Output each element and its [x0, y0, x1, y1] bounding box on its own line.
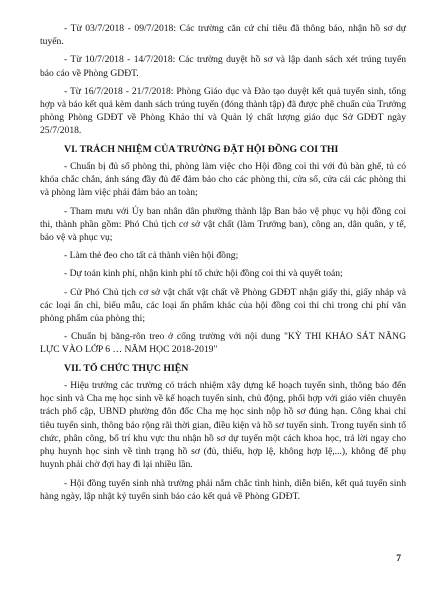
section-7-paragraph-2: - Hội đồng tuyển sinh nhà trường phải nắm chắc tình hình, diễn biến, kết quả tuyển sinh hàng ngày, lập nhật ký tuyển sinh báo cáo kết quả về Phòng GDĐT.: [40, 477, 406, 502]
section-6-paragraph-6: - Chuẩn bị băng-rôn treo ở cổng trường với nội dung "KỲ THI KHẢO SÁT NĂNG LỰC VÀO LỚP 6 … NĂM HỌC 2018-2019": [40, 331, 406, 356]
section-6-paragraph-4: - Dự toán kinh phí, nhận kinh phí tổ chức hội đồng coi thi và quyết toán;: [64, 268, 343, 280]
section-6-paragraph-2: - Tham mưu với Ủy ban nhân dân phường thành lập Ban bảo vệ phục vụ hội đồng coi thi, thành phần gồm: Phó Chủ tịch cơ sở vật chất (làm Trưởng ban), công an, dân quân, y tế, bảo vệ và phục vụ;: [40, 205, 406, 244]
paragraph-schedule-1: - Từ 03/7/2018 - 09/7/2018: Các trường căn cứ chỉ tiêu đã thông báo, nhận hồ sơ dự tuyển.: [40, 23, 406, 48]
paragraph-schedule-2: - Từ 10/7/2018 - 14/7/2018: Các trường duyệt hồ sơ và lập danh sách xét trúng tuyển báo cáo về Phòng GDĐT.: [40, 54, 406, 79]
paragraph-schedule-3: - Từ 16/7/2018 - 21/7/2018: Phòng Giáo dục và Đào tạo duyệt kết quả tuyển sinh, tổng hợp và báo kết quả kèm danh sách trúng tuyển (đóng thành tập) đã được phê chuẩn của Trưởng phòng Phòng GDĐT về Phòng Khảo thí và Quản lý chất lượng giáo dục Sở GDĐT ngày 25/7/2018.: [40, 85, 406, 137]
page-number: 7: [396, 553, 401, 564]
section-6-paragraph-3: - Làm thẻ đeo cho tất cả thành viên hội đồng;: [64, 250, 239, 262]
section-6-heading: VI. TRÁCH NHIỆM CỦA TRƯỜNG ĐẶT HỘI ĐỒNG COI THI: [64, 143, 339, 155]
section-7-heading: VII. TỔ CHỨC THỰC HIỆN: [64, 362, 189, 374]
document-body: [40, 22, 406, 508]
section-6-paragraph-1: - Chuẩn bị đủ số phòng thi, phòng làm việc cho Hội đồng coi thi với đủ bàn ghế, tủ có khóa chắc chắn, ánh sáng đầy đủ để đảm bảo cho các phòng thi, cửa sổ, cửa cái các phòng thi và phòng làm việc phải đảm bảo an toàn;: [40, 161, 406, 199]
section-6-paragraph-5: - Cử Phó Chủ tịch cơ sở vật chất vật chất về Phòng GDĐT nhận giấy thi, giấy nháp và các loại ấn chỉ, biểu mẫu, các loại ấn phẩm khác của hội đồng coi thi chi trong chi phí văn phòng phẩm của phòng thi;: [40, 286, 406, 325]
section-7-paragraph-1: - Hiệu trưởng các trường có trách nhiệm xây dựng kế hoạch tuyển sinh, thông báo đến học sinh và Cha mẹ học sinh về kế hoạch tuyển sinh, chủ động, phối hợp với giáo viên chuyên trách phổ cập, UBND phường đôn đốc Cha mẹ học sinh nộp hồ sơ đúng hạn. Công khai chỉ tiêu tuyển sinh, thông báo rộng rãi thời gian, điều kiện và hồ sơ tuyển sinh. Trong tuyển sinh tổ chức, phân công, bố trí khu vực thu nhận hồ sơ dự tuyển một cách khoa học, trả lời ngay cho phụ huynh học sinh về tình trạng hồ sơ (đủ, thiếu, hợp lệ, không hợp lệ,...), không để phụ huynh phải chờ đợi hay đi lại nhiều lần.: [40, 380, 406, 471]
